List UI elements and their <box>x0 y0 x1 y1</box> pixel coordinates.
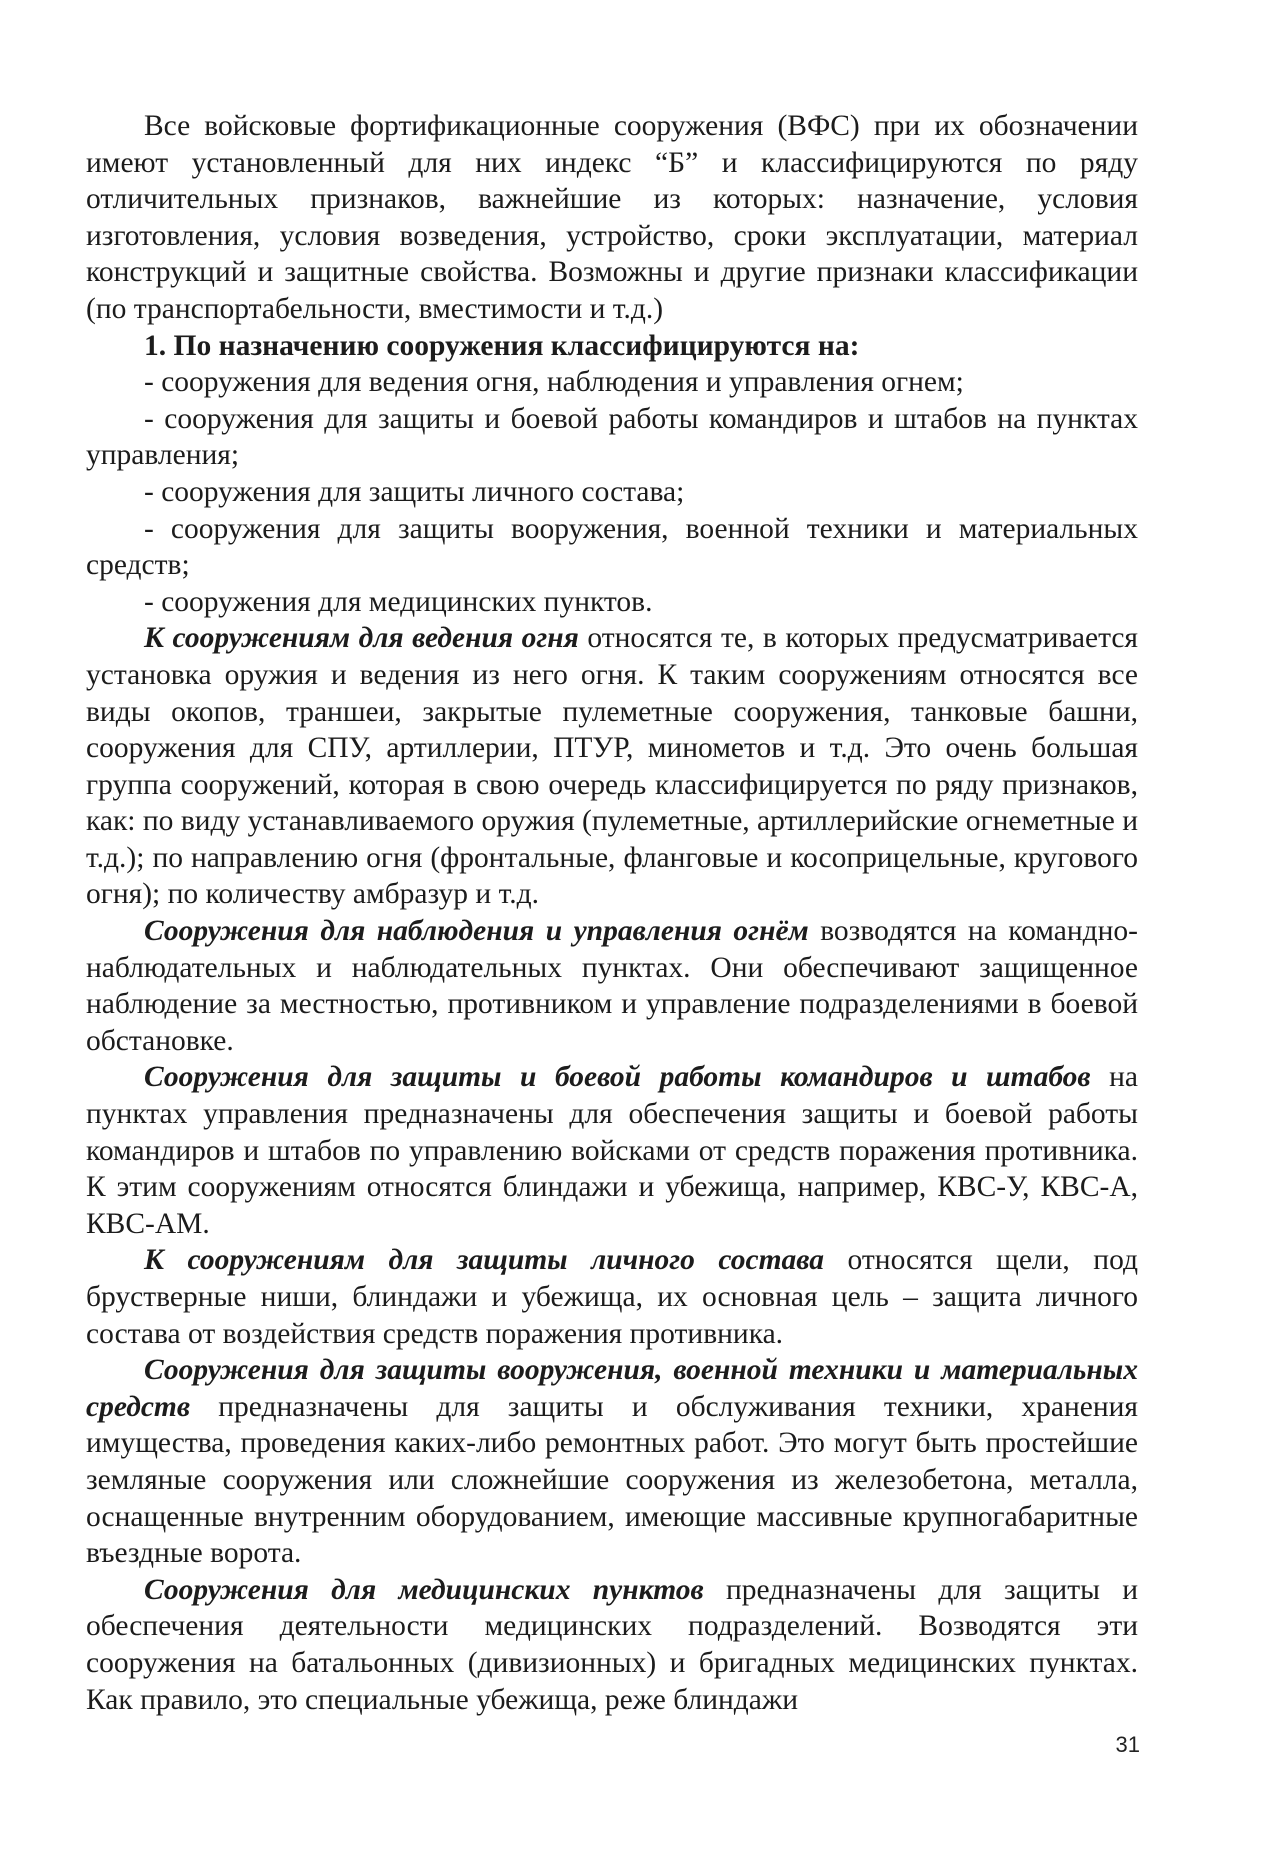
paragraph-text: предназначены для защиты и обеспечения деятельности медицинских подразделений. Возводятся эти сооружения на батальонных (дивизионных) и бригадных медицинских пунктах. Как правило, это специальные убежища, реже блиндажи <box>86 1573 1138 1716</box>
paragraph-observation-structures <box>86 913 1138 1059</box>
paragraph-text: относятся щели, под брустверные ниши, блиндажи и убежища, их основная цель – защита личного состава от воздействия средств поражения противника. <box>86 1244 1138 1350</box>
page-number: 31 <box>1115 1732 1140 1757</box>
paragraph-firing-structures <box>86 620 1138 913</box>
term-observation-structures: Сооружения для наблюдения и управления огнём <box>144 915 809 948</box>
intro-paragraph: Все войсковые фортификационные сооружения (ВФС) при их обозначении имеют установленный для них индекс “Б” и классифицируются по ряду отличительных признаков, важнейшие из которых: назначение, условия изготовления, условия возведения, устройство, сроки эксплуатации, материал конструкций и защитные свойства. Возможны и другие признаки классификации (по транспортабельности, вместимости и т.д.) <box>86 110 1138 325</box>
term-personnel-structures: К сооружениям для защиты личного состава <box>144 1244 825 1277</box>
term-medical-structures: Сооружения для медицинских пунктов <box>144 1573 704 1606</box>
list-item: - сооружения для защиты вооружения, военной техники и материальных средств; <box>86 512 1138 582</box>
classification-heading: 1. По назначению сооружения классифицируются на: <box>144 329 860 362</box>
paragraph-text: относятся те, в которых предусматривается установка оружия и ведения из него огня. К таким сооружениям относятся все виды окопов, траншеи, закрытые пулеметные сооружения, танковые башни, сооружения для СПУ, артиллерии, ПТУР, минометов и т.д. Это очень большая группа сооружений, которая в свою очередь классифицируется по ряду признаков, как: по виду устанавливаемого оружия (пулеметные, артиллерийские огнеметные и т.д.); по направлению огня (фронтальные, фланговые и косоприцельные, кругового огня); по количеству амбразур и т.д. <box>86 622 1138 911</box>
term-firing-structures: К сооружениям для ведения огня <box>144 622 579 655</box>
list-item: - сооружения для ведения огня, наблюдения и управления огнем; <box>144 366 964 399</box>
list-item: - сооружения для защиты и боевой работы командиров и штабов на пунктах управления; <box>86 402 1138 472</box>
paragraph-medical-structures <box>86 1572 1138 1718</box>
paragraph-command-structures <box>86 1059 1138 1242</box>
paragraph-text: предназначены для защиты и обслуживания техники, хранения имущества, проведения каких-либо ремонтных работ. Это могут быть простейшие земляные сооружения или сложнейшие сооружения из железобетона, металла, оснащенные внутренним оборудованием, имеющие массивные крупногабаритные въездные ворота. <box>86 1390 1138 1570</box>
paragraph-text: возводятся на командно-наблюдательных и наблюдательных пунктах. Они обеспечивают защищенное наблюдение за местностью, противником и управление подразделениями в боевой обстановке. <box>86 915 1138 1057</box>
page-body <box>86 108 1138 1718</box>
list-item: - сооружения для медицинских пунктов. <box>144 585 653 618</box>
paragraph-text: на пунктах управления предназначены для обеспечения защиты и боевой работы командиров и штабов по управлению войсками от средств поражения противника. К этим сооружениям относятся блиндажи и убежища, например, КВС-У, КВС-А, КВС-АМ. <box>86 1061 1138 1240</box>
paragraph-equipment-structures <box>86 1352 1138 1572</box>
term-command-structures: Сооружения для защиты и боевой работы командиров и штабов <box>144 1061 1091 1094</box>
paragraph-personnel-structures <box>86 1242 1138 1352</box>
term-equipment-structures: Сооружения для защиты вооружения, военной техники и материальных средств <box>86 1354 1138 1423</box>
list-item: - сооружения для защиты личного состава; <box>144 475 685 508</box>
